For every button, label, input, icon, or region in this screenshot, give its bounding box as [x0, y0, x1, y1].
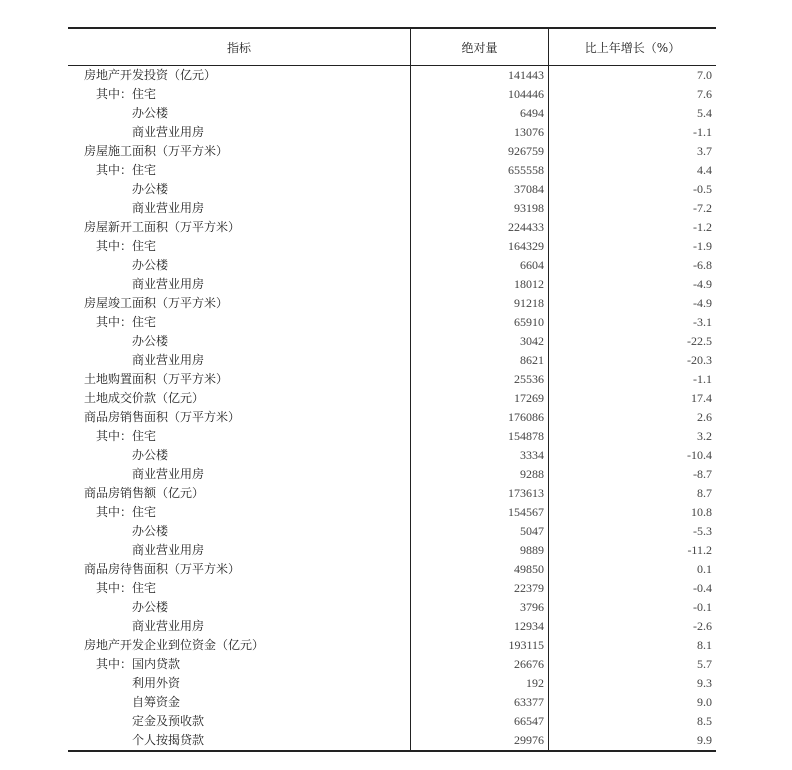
row-indicator-name: 其中：住宅	[68, 427, 411, 446]
row-growth-rate: 5.4	[697, 106, 712, 120]
table-row	[68, 541, 716, 560]
table-row	[68, 674, 716, 693]
table-row	[68, 655, 716, 674]
row-absolute-value: 141443	[411, 66, 549, 86]
row-absolute-value: 3334	[411, 446, 549, 465]
row-indicator-name: 办公楼	[68, 332, 411, 351]
row-indicator-name: 商业营业用房	[68, 123, 411, 142]
row-indicator-name: 利用外资	[68, 674, 411, 693]
table-row	[68, 408, 716, 427]
row-growth-rate: 0.1	[697, 562, 712, 576]
table-row	[68, 617, 716, 636]
row-indicator-name: 办公楼	[68, 256, 411, 275]
table-row	[68, 256, 716, 275]
row-absolute-value: 22379	[411, 579, 549, 598]
row-absolute-value: 66547	[411, 712, 549, 731]
row-growth-rate: -0.4	[693, 581, 712, 595]
row-growth-rate: 17.4	[691, 391, 712, 405]
row-growth-rate: -5.3	[693, 524, 712, 538]
row-absolute-value: 26676	[411, 655, 549, 674]
row-absolute-value: 29976	[411, 731, 549, 751]
row-indicator-name: 商业营业用房	[68, 199, 411, 218]
row-indicator-name: 个人按揭贷款	[68, 731, 411, 751]
row-growth-rate: -1.2	[693, 220, 712, 234]
row-growth-rate: -3.1	[693, 315, 712, 329]
table-row	[68, 199, 716, 218]
table-row	[68, 351, 716, 370]
row-growth-rate: -0.5	[693, 182, 712, 196]
row-indicator-name: 土地成交价款（亿元）	[68, 389, 411, 408]
row-absolute-value: 49850	[411, 560, 549, 579]
row-absolute-value: 8621	[411, 351, 549, 370]
table-row	[68, 180, 716, 199]
row-growth-rate: -1.1	[693, 125, 712, 139]
row-absolute-value: 9288	[411, 465, 549, 484]
table-row	[68, 123, 716, 142]
table-row	[68, 332, 716, 351]
row-absolute-value: 3042	[411, 332, 549, 351]
row-absolute-value: 6494	[411, 104, 549, 123]
row-growth-rate: -6.8	[693, 258, 712, 272]
row-indicator-name: 办公楼	[68, 446, 411, 465]
row-indicator-name: 其中：住宅	[68, 161, 411, 180]
row-absolute-value: 193115	[411, 636, 549, 655]
row-absolute-value: 154567	[411, 503, 549, 522]
row-growth-rate: 4.4	[697, 163, 712, 177]
row-growth-rate: 9.3	[697, 676, 712, 690]
row-absolute-value: 164329	[411, 237, 549, 256]
table-row	[68, 66, 716, 86]
row-absolute-value: 37084	[411, 180, 549, 199]
row-absolute-value: 17269	[411, 389, 549, 408]
row-absolute-value: 63377	[411, 693, 549, 712]
row-indicator-name: 其中：住宅	[68, 313, 411, 332]
row-growth-rate: -0.1	[693, 600, 712, 614]
row-growth-rate: 2.6	[697, 410, 712, 424]
row-growth-rate: 9.0	[697, 695, 712, 709]
row-growth-rate: -2.6	[693, 619, 712, 633]
row-absolute-value: 655558	[411, 161, 549, 180]
row-absolute-value: 9889	[411, 541, 549, 560]
row-growth-rate: 3.7	[697, 144, 712, 158]
row-indicator-name: 商业营业用房	[68, 541, 411, 560]
row-indicator-name: 商品房待售面积（万平方米）	[68, 560, 411, 579]
row-absolute-value: 18012	[411, 275, 549, 294]
row-growth-rate: -8.7	[693, 467, 712, 481]
row-absolute-value: 91218	[411, 294, 549, 313]
row-growth-rate: 8.5	[697, 714, 712, 728]
table-row	[68, 370, 716, 389]
row-indicator-name: 其中：国内贷款	[68, 655, 411, 674]
row-growth-rate: 9.9	[549, 731, 717, 751]
row-growth-rate: -1.1	[693, 372, 712, 386]
row-growth-rate: -7.2	[693, 201, 712, 215]
row-indicator-name: 土地购置面积（万平方米）	[68, 370, 411, 389]
table-row	[68, 484, 716, 503]
table-row	[68, 712, 716, 731]
table-row	[68, 142, 716, 161]
table-row	[68, 446, 716, 465]
row-absolute-value: 3796	[411, 598, 549, 617]
table-row	[68, 275, 716, 294]
row-absolute-value: 224433	[411, 218, 549, 237]
table-header	[68, 28, 716, 66]
row-indicator-name: 商品房销售额（亿元）	[68, 484, 411, 503]
table-row	[68, 427, 716, 446]
row-absolute-value: 93198	[411, 199, 549, 218]
row-growth-rate: 8.1	[697, 638, 712, 652]
row-growth-rate: -4.9	[693, 296, 712, 310]
table-row	[68, 104, 716, 123]
header-row	[68, 28, 716, 66]
row-absolute-value: 6604	[411, 256, 549, 275]
row-indicator-name: 商业营业用房	[68, 351, 411, 370]
row-indicator-name: 办公楼	[68, 522, 411, 541]
table-row	[68, 522, 716, 541]
row-indicator-name: 商业营业用房	[68, 275, 411, 294]
table-row	[68, 161, 716, 180]
row-indicator-name: 商业营业用房	[68, 617, 411, 636]
table-row	[68, 636, 716, 655]
row-indicator-name: 房屋新开工面积（万平方米）	[68, 218, 411, 237]
row-indicator-name: 其中：住宅	[68, 237, 411, 256]
row-growth-rate: 5.7	[697, 657, 712, 671]
row-growth-rate: 8.7	[697, 486, 712, 500]
row-growth-rate: 3.2	[697, 429, 712, 443]
row-indicator-name: 房地产开发企业到位资金（亿元）	[68, 636, 411, 655]
row-absolute-value: 65910	[411, 313, 549, 332]
row-indicator-name: 其中：住宅	[68, 579, 411, 598]
row-absolute-value: 104446	[411, 85, 549, 104]
row-absolute-value: 5047	[411, 522, 549, 541]
table-row	[68, 598, 716, 617]
row-indicator-name: 办公楼	[68, 104, 411, 123]
row-indicator-name: 其中：住宅	[68, 503, 411, 522]
row-indicator-name: 房地产开发投资（亿元）	[68, 66, 411, 86]
table-row	[68, 465, 716, 484]
row-indicator-name: 房屋施工面积（万平方米）	[68, 142, 411, 161]
row-absolute-value: 192	[411, 674, 549, 693]
table-row	[68, 218, 716, 237]
table-row	[68, 313, 716, 332]
row-growth-rate: 7.0	[697, 68, 712, 82]
row-growth-rate: -1.9	[693, 239, 712, 253]
row-growth-rate: -11.2	[687, 543, 712, 557]
header-indicator: 指标	[68, 28, 411, 66]
row-absolute-value: 13076	[411, 123, 549, 142]
table-row	[68, 85, 716, 104]
row-absolute-value: 173613	[411, 484, 549, 503]
row-indicator-name: 商业营业用房	[68, 465, 411, 484]
header-growth-rate: 比上年增长（%）	[549, 28, 717, 66]
table-row	[68, 731, 716, 751]
table-row	[68, 294, 716, 313]
row-absolute-value: 176086	[411, 408, 549, 427]
table-row	[68, 693, 716, 712]
row-growth-rate: 10.8	[691, 505, 712, 519]
table-row	[68, 237, 716, 256]
row-growth-rate: 7.6	[697, 87, 712, 101]
row-growth-rate: -22.5	[687, 334, 712, 348]
row-growth-rate: -4.9	[693, 277, 712, 291]
row-absolute-value: 926759	[411, 142, 549, 161]
row-indicator-name: 其中：住宅	[68, 85, 411, 104]
table-row	[68, 560, 716, 579]
table-row	[68, 389, 716, 408]
row-absolute-value: 154878	[411, 427, 549, 446]
table-row	[68, 579, 716, 598]
row-indicator-name: 房屋竣工面积（万平方米）	[68, 294, 411, 313]
row-indicator-name: 办公楼	[68, 180, 411, 199]
table-row	[68, 503, 716, 522]
table-body	[68, 66, 716, 752]
header-absolute-value: 绝对量	[411, 28, 549, 66]
row-indicator-name: 自筹资金	[68, 693, 411, 712]
row-indicator-name: 办公楼	[68, 598, 411, 617]
row-growth-rate: -10.4	[687, 448, 712, 462]
statistics-table-container	[68, 27, 714, 752]
row-growth-rate: -20.3	[687, 353, 712, 367]
row-absolute-value: 25536	[411, 370, 549, 389]
row-indicator-name: 定金及预收款	[68, 712, 411, 731]
real-estate-statistics-table	[68, 27, 716, 752]
row-indicator-name: 商品房销售面积（万平方米）	[68, 408, 411, 427]
row-absolute-value: 12934	[411, 617, 549, 636]
